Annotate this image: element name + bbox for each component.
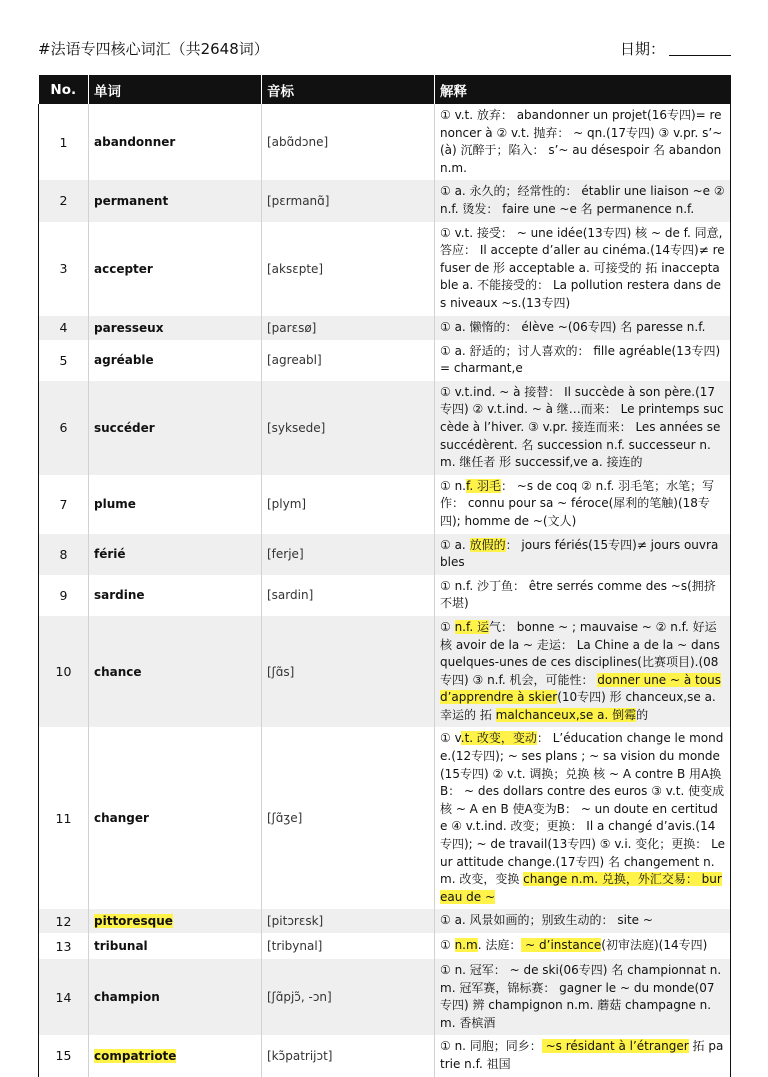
definition-segment: ① v xyxy=(440,731,461,746)
word-cell xyxy=(89,616,262,728)
definition-cell xyxy=(435,534,731,575)
column-header-definition: 解释 xyxy=(435,75,731,104)
definition-cell xyxy=(435,340,731,381)
word-text: abandonner xyxy=(94,135,176,150)
word-text: accepter xyxy=(94,261,153,276)
row-number: 2 xyxy=(39,180,89,221)
word-text: agréable xyxy=(94,353,154,368)
phonetic-cell: [kɔ̃patrijɔt] xyxy=(262,1035,435,1076)
phonetic-cell: [parɛsø] xyxy=(262,316,435,340)
vocabulary-table xyxy=(38,75,731,1077)
row-number: 11 xyxy=(39,727,89,909)
highlighted-definition-segment: .t. 改变，变动 xyxy=(460,731,537,746)
definition-segment: ： L’éducation change le monde.(12专四); ~ ses plans ; ~ sa vision du monde(15专四) ② v.t. 调换；兑换 核 ~ A contre B 用A换B： ~ des dollars contre des euros ③ v.t. 使变成 核 ~ A en B 使A变为B： ~ un doute en certitude ④ v.t.ind. 改变；更换： Il a changé d’avis.(14专四); ~ de travail(13专四) ⑤ v.i. 变化；更换： Leur attitude change.(17专四) 名 changement n.m. 改变，变换 xyxy=(440,731,725,887)
word-text: chance xyxy=(94,664,142,679)
phonetic-cell: [agreabl] xyxy=(262,340,435,381)
definition-cell xyxy=(435,909,731,933)
highlighted-definition-segment: f. 羽毛 xyxy=(466,478,501,493)
table-row xyxy=(39,1035,731,1076)
row-number: 1 xyxy=(39,104,89,180)
word-cell xyxy=(89,180,262,221)
table-row xyxy=(39,575,731,616)
row-number: 7 xyxy=(39,475,89,534)
row-number: 13 xyxy=(39,933,89,959)
definition-segment: ① n. 同胞；同乡： xyxy=(440,1039,542,1054)
definition-cell xyxy=(435,381,731,475)
definition-cell xyxy=(435,104,731,180)
definition-segment: ① a. 永久的；经常性的： établir une liaison ~e ② n.f. 烫发： faire une ~e 名 permanence n.f. xyxy=(440,184,725,216)
table-row xyxy=(39,475,731,534)
word-cell xyxy=(89,104,262,180)
highlighted-definition-segment: change n.m. 兑换，外汇交易： bureau de ~ xyxy=(440,872,722,904)
definition-segment: ① n. 冠军： ~ de ski(06专四) 名 championnat n.m. 冠军赛，锦标赛： gagner le ~ du monde(07专四) 辨 champignon n.m. 蘑菇 champagne n.m. 香槟酒 xyxy=(440,963,722,1030)
word-text: pittoresque xyxy=(94,914,173,929)
definition-segment: ： jours fériés(15专四)≠ jours ouvrables xyxy=(440,537,719,570)
word-cell xyxy=(89,316,262,340)
row-number: 12 xyxy=(39,909,89,933)
definition-cell xyxy=(435,616,731,728)
phonetic-cell: [pitɔrɛsk] xyxy=(262,909,435,933)
definition-cell xyxy=(435,727,731,909)
definition-segment: ① xyxy=(440,619,455,634)
phonetic-cell: [ferje] xyxy=(262,534,435,575)
highlighted-definition-segment: malchanceux,se a. 倒霉 xyxy=(495,707,637,722)
word-text: sardine xyxy=(94,588,145,603)
definition-segment: 的 xyxy=(636,707,649,722)
phonetic-cell: [sardin] xyxy=(262,575,435,616)
word-text: champion xyxy=(94,990,160,1005)
highlighted-definition-segment: n.f. 运 xyxy=(454,619,489,634)
row-number: 5 xyxy=(39,340,89,381)
highlighted-definition-segment: ~s résidant à l’étranger xyxy=(541,1039,689,1054)
table-header-row xyxy=(39,75,731,104)
table-row xyxy=(39,727,731,909)
definition-segment: ① xyxy=(440,938,455,953)
word-cell xyxy=(89,381,262,475)
row-number: 9 xyxy=(39,575,89,616)
definition-segment: 气： bonne ~ ; mauvaise ~ ② n.f. 好运 核 avoir de la ~ 走运： La Chine a de la ~ dans quelques-unes de ces disciplines(比赛项目).(08专四) ③ n.f. 机会，可能性： xyxy=(440,619,720,687)
row-number: 4 xyxy=(39,316,89,340)
definition-segment: (10专四) 形 chanceux,se a. 幸运的 拓 xyxy=(440,690,716,722)
row-number: 8 xyxy=(39,534,89,575)
table-row xyxy=(39,316,731,340)
phonetic-cell: [plym] xyxy=(262,475,435,534)
table-row xyxy=(39,933,731,959)
definition-cell xyxy=(435,575,731,616)
word-text: plume xyxy=(94,497,136,512)
definition-segment: ① a. xyxy=(440,537,470,552)
word-cell xyxy=(89,1035,262,1076)
definition-cell xyxy=(435,180,731,221)
column-header-word: 单词 xyxy=(89,75,262,104)
date-blank-line xyxy=(669,55,731,56)
table-row xyxy=(39,616,731,728)
word-text: férié xyxy=(94,547,126,562)
column-header-ipa: 音标 xyxy=(262,75,435,104)
row-number: 6 xyxy=(39,381,89,475)
phonetic-cell: [ʃɑ̃ʒe] xyxy=(262,727,435,909)
definition-segment: ① v.t. 接受： ~ une idée(13专四) 核 ~ de f. 同意, 答应： Il accepte d’aller au cinéma.(14专四)≠ refuser de 形 acceptable a. 可接受的 拓 inacceptable a. 不能接受的： La pollution restera dans des niveaux ~s.(13专四) xyxy=(440,225,725,310)
word-cell xyxy=(89,534,262,575)
table-row xyxy=(39,222,731,316)
definition-segment: 拓 patrie n.f. 祖国 xyxy=(440,1039,724,1071)
definition-cell xyxy=(435,1035,731,1076)
definition-cell xyxy=(435,933,731,959)
definition-segment: ： ~s de coq ② n.f. 羽毛笔；水笔；写作： connu pour sa ~ féroce(犀利的笔触)(18专四); homme de ~(文人) xyxy=(440,478,715,528)
highlighted-definition-segment: donner une ~ à tous d’apprendre à skier xyxy=(440,672,721,705)
table-row xyxy=(39,909,731,933)
phonetic-cell: [ʃɑ̃pjɔ̃, -ɔn] xyxy=(262,959,435,1035)
row-number: 3 xyxy=(39,222,89,316)
phonetic-cell: [abɑ̃dɔne] xyxy=(262,104,435,180)
definition-segment: ① a. 风景如画的；别致生动的： site ~ xyxy=(440,913,653,928)
row-number: 10 xyxy=(39,616,89,728)
table-row xyxy=(39,180,731,221)
definition-segment: ① v.t. 放弃： abandonner un projet(16专四)= renoncer à ② v.t. 抛弃： ~ qn.(17专四) ③ v.pr. s’~ (à) 沉醉于；陷入： s’~ au désespoir 名 abandon n.m. xyxy=(440,108,723,175)
date-field xyxy=(620,38,731,59)
word-text: succéder xyxy=(94,420,155,435)
phonetic-cell: [ʃɑ̃s] xyxy=(262,616,435,728)
definition-segment: ① a. 懒惰的： élève ~(06专四) 名 paresse n.f. xyxy=(440,319,706,334)
phonetic-cell: [tribynal] xyxy=(262,933,435,959)
table-row xyxy=(39,104,731,180)
definition-segment: ① a. 舒适的；讨人喜欢的： fille agréable(13专四)= charmant,e xyxy=(440,343,721,376)
definition-segment: ① n.f. 沙丁鱼： être serrés comme des ~s(拥挤不堪) xyxy=(440,578,716,611)
word-cell xyxy=(89,909,262,933)
word-cell xyxy=(89,575,262,616)
phonetic-cell: [aksɛpte] xyxy=(262,222,435,316)
definition-cell xyxy=(435,316,731,340)
word-text: permanent xyxy=(94,193,169,208)
definition-segment: . 法庭： xyxy=(477,938,522,953)
phonetic-cell: [pɛrmanɑ̃] xyxy=(262,180,435,221)
table-row xyxy=(39,534,731,575)
column-header-no: No. xyxy=(39,75,89,104)
highlighted-definition-segment: n.m xyxy=(454,938,478,953)
word-cell xyxy=(89,475,262,534)
highlighted-definition-segment: 放假的 xyxy=(469,537,506,552)
row-number: 15 xyxy=(39,1035,89,1076)
table-row xyxy=(39,381,731,475)
date-label: 日期： xyxy=(620,40,666,58)
word-cell xyxy=(89,727,262,909)
word-cell xyxy=(89,933,262,959)
definition-segment: ① v.t.ind. ~ à 接替： Il succède à son père.(17专四) ② v.t.ind. ~ à 继…而来： Le printemps succède à l’hiver. ③ v.pr. 接连而来： Les années se succédèrent. 名 succession n.f. successeur n.m. 继任者 形 successif,ve a. 接连的 xyxy=(440,384,724,470)
row-number: 14 xyxy=(39,959,89,1035)
definition-segment: ① n. xyxy=(440,478,466,493)
table-row xyxy=(39,340,731,381)
phonetic-cell: [syksede] xyxy=(262,381,435,475)
document-title: #法语专四核心词汇（共2648词） xyxy=(38,40,269,58)
vocabulary-table-body xyxy=(39,104,731,1077)
word-cell xyxy=(89,340,262,381)
highlighted-definition-segment: ~ d’instance xyxy=(521,938,602,953)
word-cell xyxy=(89,222,262,316)
definition-segment: (初审法庭)(14专四) xyxy=(601,938,708,953)
word-text: changer xyxy=(94,811,149,826)
word-text: compatriote xyxy=(94,1048,177,1063)
definition-cell xyxy=(435,475,731,534)
word-text: tribunal xyxy=(94,939,148,953)
word-text: paresseux xyxy=(94,320,164,335)
definition-cell xyxy=(435,222,731,316)
